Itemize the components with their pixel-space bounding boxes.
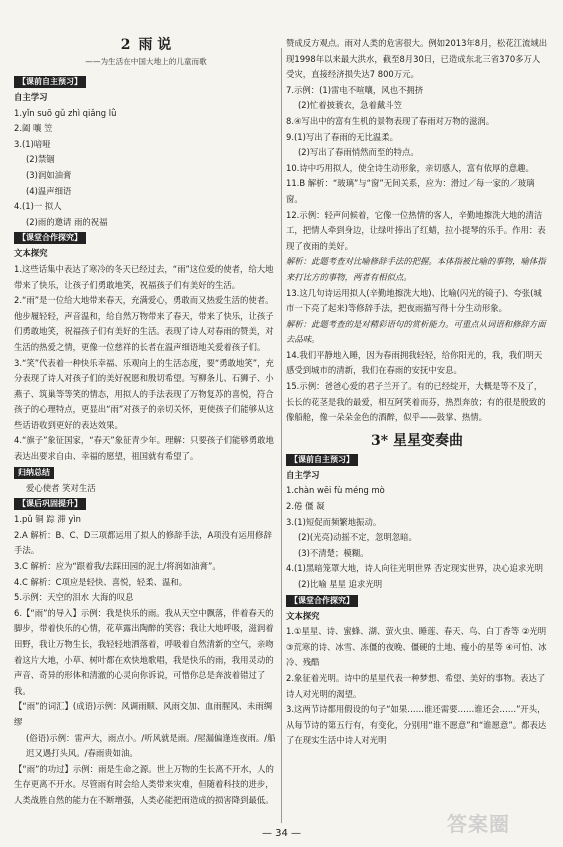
answer-line: (2)(光亮)动摇不定，忽明忽暗。	[298, 532, 417, 543]
summary-label: 归纳总结	[14, 467, 54, 479]
answer-line: (俗语)示例：雷声大，雨点小。/听风就是雨。/屋漏偏逢连夜雨。/船迟又遇打头风。/春雨贵如油。	[26, 732, 276, 759]
left-column	[14, 36, 278, 809]
answer-line: 2.象征着光明。诗中的星星代表一种梦想、希望、美好的事物。表达了诗人对光明的渴望。	[286, 672, 546, 699]
answer-line: 9.(1)写出了春雨的无比温柔。	[286, 131, 398, 142]
answer-line: 12.示例：轻声问候着，它像一位热情的客人，辛勤地擦洗大地的清洁工，把情人牵到身边，让绿叶捧出了红蜡，拉小提琴的乐手。作用：表现了夜雨的美好。	[286, 209, 546, 251]
subheading: 文本探究	[14, 248, 48, 259]
section-header-row	[286, 452, 548, 468]
answer-line: (2)禁锢	[26, 154, 55, 165]
section-header: 【课堂合作探究】	[286, 595, 358, 607]
answer-line: (2)比喻 星星 追求光明	[298, 579, 383, 589]
answer-line: 15.示例：爸爸心爱的君子兰开了。有的已经绽开，大概是等不及了，长长的花茎是我的最爱，相互阿笑着而芬，热烈奔放；有的很是殷致的像船舱，像一朵朵金色的酒醉，似乎——鼓掌、热情。	[286, 381, 546, 423]
answer-line: 5.示例：天空的泪水 大海的叹息	[14, 592, 134, 603]
section-header: 【课后巩固提升】	[14, 498, 86, 510]
answer-line: 4.C 解析：C项应是轻快、喜悦，轻柔、温和。	[14, 576, 188, 587]
analysis-text: 解析：此题考查对比喻修辞手法的把握。本体指被比喻的事物，喻体指来打比方的事物，两者有相似点。	[286, 256, 546, 282]
answer-line: 7.示例：(1)雷电不喧嚷，风也不拥挤	[286, 84, 424, 95]
answer-line: 2.“雨”是一位给大地带来春天，充满爱心，勇敢而又热爱生活的使者。他步履轻轻，声音温和，给自然万物带来了春天，带来了快乐，让孩子们勇敢地笑，祝福孩子们有美好的生活。表现了诗人对春雨的赞美，对生活的热爱之情，更像一位慈祥的长者在温声细语地关爱着孩子们。	[14, 295, 274, 352]
page-number: — 34 —	[261, 828, 302, 839]
subheading: 自主学习	[286, 469, 320, 480]
answer-line: 【“雨”的词汇】(成语)示例：风调雨顺、风雨交加、血雨腥风、未雨绸缪	[14, 701, 273, 727]
answer-line: 2.A 解析：B、C、D三项都运用了拟人的修辞手法，A项没有运用修辞手法。	[14, 529, 272, 556]
answer-line: 1.①星星、诗、蜜蜂、湖、萤火虫、睡莲、春天、鸟、白丁香等 ②光明 ③荒寒的诗、冰雪、冻僵的夜晚、僵硬的土地、瘦小的星等 ④可怕、冰冷、残酷	[286, 626, 547, 668]
answer-line: 11.B 解析：“玻璃”与“窗”无间关系，应为：滑过／每一家的／玻璃窗。	[286, 178, 535, 204]
answer-line: 【“雨”的功过】示例：雨是生命之源。世上万物的生长离不开水，人的生存更离不开水。尽管雨有时会给人类带来灾难，但随着科技的进步，人类战胜自然的能力在不断增强，人类必能把雨造成的损害降到最低。	[14, 763, 274, 805]
subheading: 自主学习	[14, 92, 48, 102]
summary-row	[14, 465, 278, 481]
answer-line: 4.(1)一 拟人	[14, 201, 62, 212]
answer-line: 爱心使者 笑对生活	[26, 482, 96, 493]
section-header-row	[14, 496, 278, 512]
answer-line: 3.C 解析：应为“跟着我/去踩田园的泥土/将润如油膏”。	[14, 561, 221, 572]
section-header-row	[14, 74, 278, 90]
lesson-subtitle: ——为生活在中国大地上的儿童而歌	[85, 57, 207, 66]
answer-line: 8.④写出中的富有生机的景物表现了春雨对万物的滋润。	[286, 115, 495, 126]
answer-line: (4)温声细语	[26, 185, 72, 196]
section-header: 【课前自主预习】	[14, 76, 86, 88]
analysis-text: 解析：此题考查的是对精彩语句的赏析能力。可重点从词语和修辞方面去品味。	[286, 318, 546, 345]
answer-line: (2)写出了春雨悄然而至的特点。	[298, 147, 419, 158]
answer-line: (2)雨的邀请 雨的祝福	[26, 216, 108, 227]
answer-line: 1.yǐn suō gǔ zhì qiǎng lǜ	[14, 107, 117, 118]
answer-line: 4.(1)黑暗笼罩大地，诗人向往光明世界 否定现实世界，决心追求光明	[286, 563, 544, 574]
right-body	[286, 36, 548, 749]
lesson-title: 3* 星星变奏曲	[371, 432, 463, 449]
section-header: 【课前自主预习】	[286, 454, 358, 466]
column-divider	[281, 48, 282, 823]
answer-line: 3.这两节诗都用假设的句子“如果……谁还需要……谁还会……”开头，从每节诗的第五行有，有变化，分别用“谁不愿意”和“谁愿意”。都表达了在现实生活中诗人对光明	[286, 704, 547, 746]
answer-line: 3.(1)短促而频繁地振动。	[286, 516, 382, 527]
answer-line: 10.诗中巧用拟人，使全诗生动形象，亲切感人，富有依厚的意趣。	[286, 162, 534, 173]
answer-line: 3.“笑”代表着一种快乐幸福、乐观向上的生活态度，要“勇敢地笑”，充分表现了诗人对孩子们的美好祝愿和殷切希望。写柳条儿、石狮子、小燕子、筑巢等等笑的情态，用拟人的手法表现了万物复苏的喜悦，符合孩子的心理特点，更显出“雨”对孩子的亲切关怀，更使孩子们能够从这些话语收到更好的表达效果。	[14, 357, 274, 430]
answer-line: 3.(1)喑哑	[14, 138, 51, 149]
answer-line: 2.倦 僵 凝	[286, 501, 325, 512]
answer-line: (3)不清楚；模糊。	[298, 547, 369, 558]
right-column	[286, 36, 548, 749]
answer-line: 6.【“雨”的导入】示例：我是快乐的雨。我从天空中飘落，伴着春天的脚步，带着快乐的心情，花草露出陶醉的笑容；我让大地呼吸，滋润着田野，我让万物生长，我轻轻地洒落着，呼吸着自然清新的空气，亲吻着这片大地，小草、树叶都在欢快地歌唱，我是快乐的雨，我用灵动的声音、奇异的形体和清澈的心灵向你诉说，可惜你总是奔波着错过了我。	[14, 607, 274, 696]
lesson-title: 2 雨 说	[120, 37, 172, 53]
answer-line: 4.“旗子”象征国家，“春天”象征青少年。理解：只要孩子们能够勇敢地表达出要求自由、幸福的愿望，祖国就有希望了。	[14, 435, 274, 462]
answer-line: 1.这些话集中表达了寒冷的冬天已经过去，“雨”这位爱的使者，给大地带来了快乐，让孩子们勇敢地笑，祝福孩子们有美好的生活。	[14, 263, 274, 290]
answer-line: 1.chàn wēi fù méng mò	[286, 485, 385, 496]
watermark-logo: 答案圈	[447, 812, 510, 836]
answer-line: 赞成反方观点。雨对人类的危害很大。例如2013年8月，松花江流域出现1998年以来最大洪水，截至8月30日，已造成东北三省370多万人受灾，直接经济损失达7 800万元。	[286, 38, 548, 80]
subheading: 文本探究	[286, 610, 320, 621]
section-header-row	[286, 593, 548, 609]
answer-line: 14.我们平静地入睡，因为春雨拥我轻轻，给你阳光的，我，我们明天感受到城市的清新，我们在春雨的安抚中安息。	[286, 349, 543, 376]
section-header-row	[14, 230, 278, 246]
answer-line: 2.阖 嚷 笠	[14, 123, 53, 134]
answer-line: 1.pǔ 铜 踪 滞 yìn	[14, 514, 81, 525]
left-body	[14, 74, 278, 809]
answer-line: 13.这几句诗运用拟人(辛勤地擦洗大地)、比喻(闪光的镜子)、夸张(城市一下亮了起来)等修辞手法，把夜雨描写得十分生动形象。	[286, 287, 542, 314]
section-header: 【课堂合作探究】	[14, 232, 86, 244]
answer-line: (2)忙着披蓑衣，急着戴斗笠	[298, 100, 402, 111]
answer-line: (3)润如油膏	[26, 169, 72, 180]
